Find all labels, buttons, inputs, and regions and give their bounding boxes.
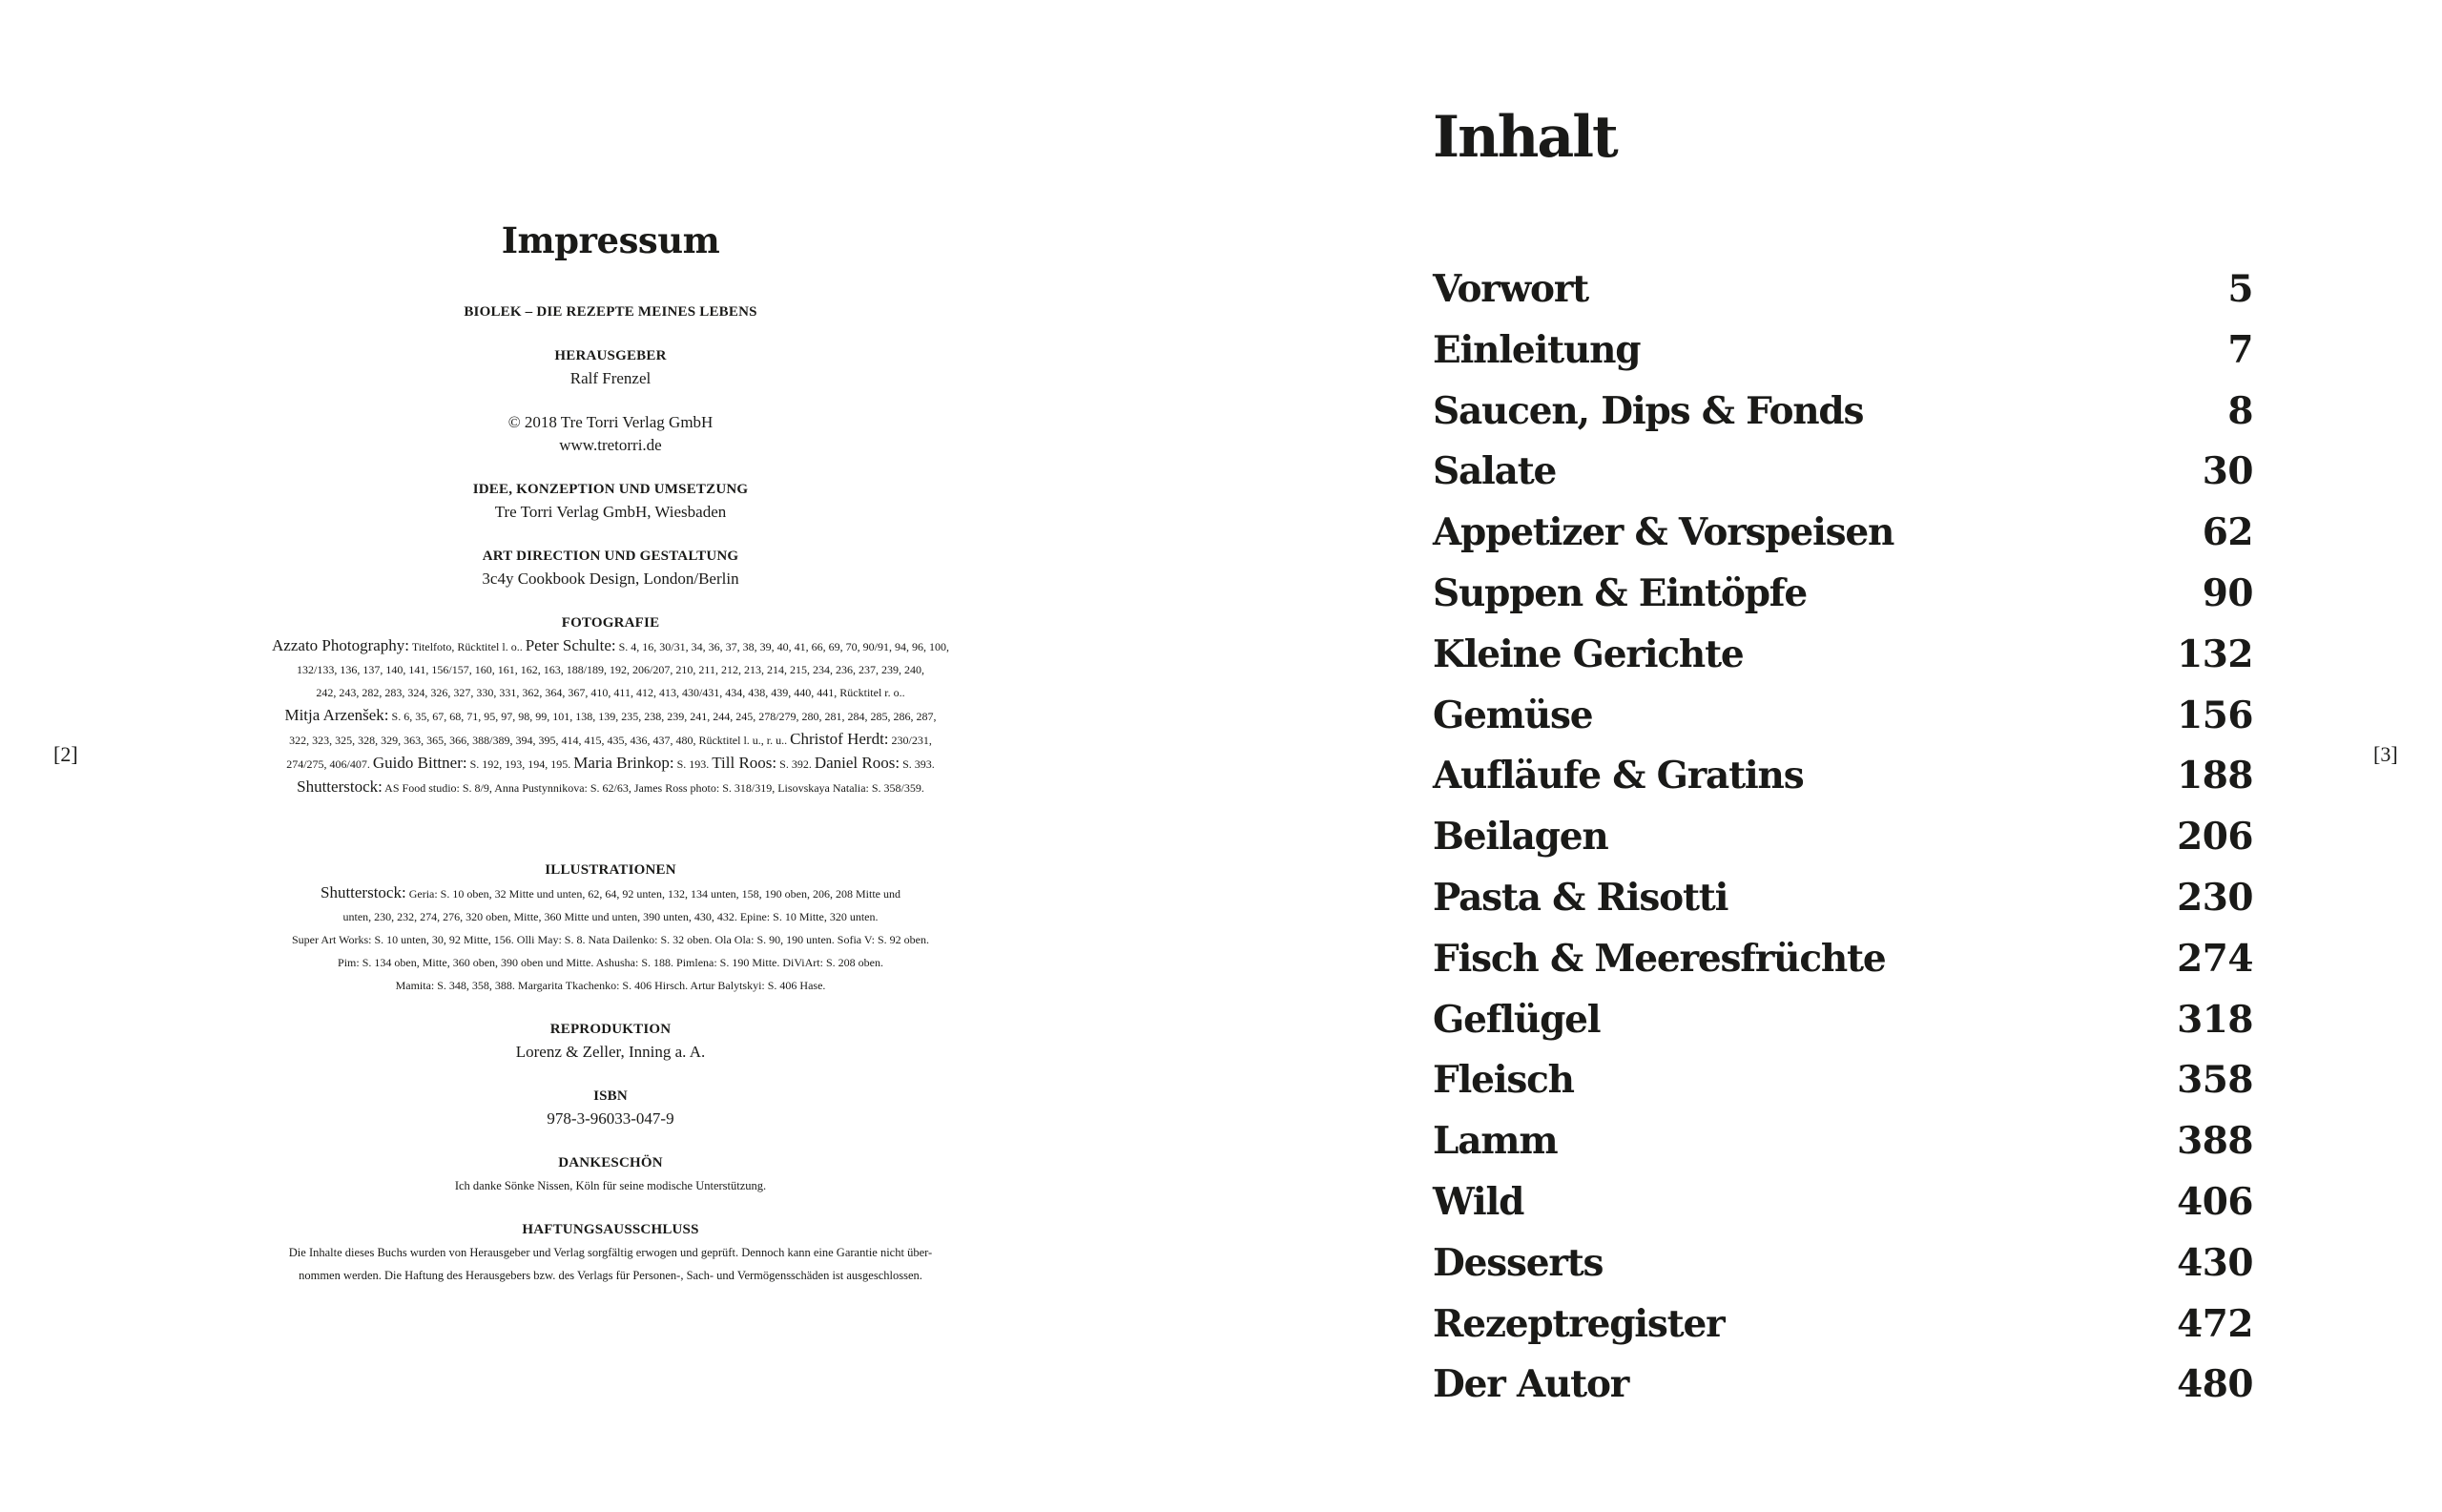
toc-entry-page: 318 xyxy=(2177,997,2253,1042)
credit-name: Shutterstock: xyxy=(297,777,383,796)
toc-entry xyxy=(1433,1355,2253,1416)
credit-text: Geria: S. 10 oben, 32 Mitte und unten, 62, 64, 92 unten, 132, 134 unten, 158, 190 oben, 206, 208 Mitte und xyxy=(405,886,900,901)
impressum-section xyxy=(219,344,1002,390)
toc-entry-page: 388 xyxy=(2177,1119,2253,1164)
fotografie-heading: FOTOGRAFIE xyxy=(561,614,660,631)
toc-entry-label: Der Autor xyxy=(1433,1362,1629,1407)
dankeschoen-heading: DANKESCHÖN xyxy=(558,1154,663,1170)
toc-entry-page: 156 xyxy=(2177,693,2253,737)
toc-entry-page: 274 xyxy=(2177,936,2253,981)
credit-text: 322, 323, 325, 328, 329, 363, 365, 366, 388/389, 394, 395, 414, 415, 435, 436, 437, 480, Rücktitel l. u., r. u.. xyxy=(289,733,791,747)
reproduktion-block xyxy=(219,1018,1002,1064)
section-line: Tre Torri Verlag GmbH, Wiesbaden xyxy=(494,502,727,521)
toc-entry xyxy=(1433,259,2253,321)
toc-entry-label: Salate xyxy=(1433,449,1557,494)
toc-entry-page: 7 xyxy=(2227,327,2253,372)
credit-line xyxy=(219,881,1002,905)
credit-name: Maria Brinkop: xyxy=(573,753,674,772)
isbn-heading: ISBN xyxy=(593,1087,628,1104)
toc-entry-label: Aufläufe & Gratins xyxy=(1433,754,1804,798)
credit-text: unten, 230, 232, 274, 276, 320 oben, Mitte, 360 Mitte und unten, 390 unten, 430, 432. Epine: S. 10 Mitte, 320 unten. xyxy=(342,909,879,923)
right-page-number: [3] xyxy=(2373,742,2398,766)
credit-text: Pim: S. 134 oben, Mitte, 360 oben, 390 oben und Mitte. Ashusha: S. 188. Pimlena: S. 190 Mitte. DiViArt: S. 208 oben. xyxy=(338,955,883,969)
toc-entry xyxy=(1433,1172,2253,1233)
impressum-section xyxy=(219,411,1002,457)
credit-text: S. 193. xyxy=(673,756,713,771)
credit-line xyxy=(219,928,1002,951)
credit-name: Daniel Roos: xyxy=(814,753,900,772)
toc-entry-page: 472 xyxy=(2177,1301,2253,1346)
section-line: 3c4y Cookbook Design, London/Berlin xyxy=(482,569,739,588)
left-page-number: [2] xyxy=(53,742,78,766)
credit-line xyxy=(219,728,1002,752)
credit-name: Till Roos: xyxy=(712,753,777,772)
toc-entry-page: 406 xyxy=(2177,1179,2253,1224)
toc-entry-page: 188 xyxy=(2177,754,2253,798)
toc-entry-label: Geflügel xyxy=(1433,997,1601,1042)
credit-text: Mamita: S. 348, 358, 388. Margarita Tkachenko: S. 406 Hirsch. Artur Balytskyi: S. 406 Hase. xyxy=(395,978,826,992)
toc-entry xyxy=(1433,868,2253,929)
impressum-page xyxy=(219,221,1002,1308)
credit-line xyxy=(219,681,1002,704)
toc-entry-label: Vorwort xyxy=(1433,267,1588,311)
toc-entry-label: Kleine Gerichte xyxy=(1433,632,1744,676)
toc-entry xyxy=(1433,503,2253,564)
haftung-line-1: Die Inhalte dieses Buchs wurden von Herausgeber und Verlag sorgfältig erwogen und geprüft. Dennoch kann eine Garantie nicht über- xyxy=(288,1245,933,1259)
credit-text: 132/133, 136, 137, 140, 141, 156/157, 160, 161, 162, 163, 188/189, 192, 206/207, 210, 211, 212, 213, 214, 215, 234, 236, 237, 239, 240, xyxy=(297,662,924,676)
toc-entry xyxy=(1433,625,2253,686)
credit-line xyxy=(219,658,1002,681)
toc-entry-label: Saucen, Dips & Fonds xyxy=(1433,388,1864,433)
toc-entry-page: 230 xyxy=(2177,875,2253,920)
credit-name: Christof Herdt: xyxy=(790,729,889,748)
reproduktion-heading: REPRODUKTION xyxy=(549,1021,672,1037)
isbn-block xyxy=(219,1085,1002,1130)
credit-line xyxy=(219,776,1002,799)
credit-text: Titelfoto, Rücktitel l. o.. xyxy=(409,639,526,653)
credit-text: 230/231, xyxy=(888,733,932,747)
inhalt-title: Inhalt xyxy=(1433,104,1617,171)
book-title: BIOLEK – DIE REZEPTE MEINES LEBENS xyxy=(464,303,757,320)
section-heading: ART DIRECTION UND GESTALTUNG xyxy=(482,548,739,564)
credit-line xyxy=(219,752,1002,776)
toc-entry-label: Appetizer & Vorspeisen xyxy=(1433,510,1894,555)
credit-line xyxy=(219,951,1002,974)
toc-entry xyxy=(1433,382,2253,443)
toc-entry-page: 132 xyxy=(2177,632,2253,676)
credit-text: S. 6, 35, 67, 68, 71, 95, 97, 98, 99, 101, 138, 139, 235, 238, 239, 241, 244, 245, 278/279, 280, 281, 284, 285, 286, 287, xyxy=(388,709,937,723)
toc-entry-label: Wild xyxy=(1433,1179,1524,1224)
illustrationen-block xyxy=(219,859,1002,997)
toc-entry-label: Fleisch xyxy=(1433,1058,1574,1103)
toc-entry xyxy=(1433,990,2253,1051)
section-line: www.tretorri.de xyxy=(559,435,662,454)
credit-name: Shutterstock: xyxy=(320,882,406,901)
toc-entry-page: 480 xyxy=(2177,1362,2253,1407)
toc-entry-page: 5 xyxy=(2227,267,2253,311)
toc-entry-page: 206 xyxy=(2177,815,2253,860)
section-heading: HERAUSGEBER xyxy=(554,347,667,363)
impressum-sections xyxy=(219,344,1002,590)
toc-entry-label: Lamm xyxy=(1433,1119,1558,1164)
credit-line xyxy=(219,634,1002,658)
credit-line xyxy=(219,974,1002,997)
credit-name: Peter Schulte: xyxy=(525,635,616,654)
table-of-contents xyxy=(1433,259,2253,1416)
credit-text: S. 192, 193, 194, 195. xyxy=(466,756,574,771)
haftung-line-2: nommen werden. Die Haftung des Herausgebers bzw. des Verlags für Personen-, Sach- und Vermögensschäden ist ausgeschlossen. xyxy=(299,1268,922,1282)
toc-entry xyxy=(1433,1295,2253,1356)
impressum-section xyxy=(219,545,1002,590)
toc-entry-page: 358 xyxy=(2177,1058,2253,1103)
toc-entry xyxy=(1433,746,2253,807)
toc-entry-label: Gemüse xyxy=(1433,693,1593,737)
toc-entry-page: 30 xyxy=(2202,449,2253,494)
toc-entry xyxy=(1433,686,2253,747)
fotografie-credits xyxy=(219,634,1002,799)
toc-entry xyxy=(1433,442,2253,503)
credit-text: Super Art Works: S. 10 unten, 30, 92 Mitte, 156. Olli May: S. 8. Nata Dailenko: S. 32 oben. Ola Ola: S. 90, 190 unten. Sofia V: S. 92 oben. xyxy=(292,932,929,946)
impressum-section xyxy=(219,478,1002,524)
credit-name: Azzato Photography: xyxy=(272,635,410,654)
toc-entry-page: 8 xyxy=(2227,388,2253,433)
dankeschoen-block xyxy=(219,1151,1002,1197)
impressum-title: Impressum xyxy=(501,219,720,261)
toc-entry xyxy=(1433,564,2253,625)
haftung-block xyxy=(219,1218,1002,1287)
toc-entry-page: 90 xyxy=(2202,570,2253,615)
toc-entry-page: 62 xyxy=(2202,510,2253,555)
toc-entry-page: 430 xyxy=(2177,1240,2253,1285)
illustrationen-credits xyxy=(219,881,1002,997)
toc-entry-label: Pasta & Risotti xyxy=(1433,875,1728,920)
section-line: Ralf Frenzel xyxy=(569,368,652,387)
credit-text: AS Food studio: S. 8/9, Anna Pustynnikova: S. 62/63, James Ross photo: S. 318/319, Lisovskaya Natalia: S. 358/359. xyxy=(382,780,924,795)
toc-entry-label: Suppen & Eintöpfe xyxy=(1433,570,1807,615)
credit-text: S. 392. xyxy=(776,756,815,771)
toc-entry-label: Einleitung xyxy=(1433,327,1641,372)
toc-entry xyxy=(1433,1111,2253,1172)
fotografie-block xyxy=(219,611,1002,799)
illustrationen-heading: ILLUSTRATIONEN xyxy=(545,861,676,878)
section-line: © 2018 Tre Torri Verlag GmbH xyxy=(507,412,714,431)
credit-name: Guido Bittner: xyxy=(372,753,467,772)
credit-line xyxy=(219,905,1002,928)
credit-text: 274/275, 406/407. xyxy=(286,756,373,771)
credit-text: S. 4, 16, 30/31, 34, 36, 37, 38, 39, 40, 41, 66, 69, 70, 90/91, 94, 96, 100, xyxy=(615,639,949,653)
credit-text: 242, 243, 282, 283, 324, 326, 327, 330, 331, 362, 364, 367, 410, 411, 412, 413, 430/431, 434, 438, 439, 440, 441, Rücktitel r. o.. xyxy=(316,685,905,699)
section-heading: IDEE, KONZEPTION UND UMSETZUNG xyxy=(472,481,749,497)
toc-entry-label: Fisch & Meeresfrüchte xyxy=(1433,936,1886,981)
reproduktion-text: Lorenz & Zeller, Inning a. A. xyxy=(515,1042,706,1061)
haftung-heading: HAFTUNGSAUSSCHLUSS xyxy=(522,1221,699,1237)
toc-entry xyxy=(1433,929,2253,990)
dankeschoen-text: Ich danke Sönke Nissen, Köln für seine modische Unterstützung. xyxy=(454,1178,767,1192)
toc-entry xyxy=(1433,1233,2253,1295)
toc-entry-label: Beilagen xyxy=(1433,815,1608,860)
book-title-block xyxy=(219,300,1002,323)
toc-entry-label: Desserts xyxy=(1433,1240,1604,1285)
toc-entry xyxy=(1433,1050,2253,1111)
isbn-text: 978-3-96033-047-9 xyxy=(547,1108,674,1128)
toc-entry-label: Rezeptregister xyxy=(1433,1301,1725,1346)
credit-text: S. 393. xyxy=(900,756,935,771)
credit-name: Mitja Arzenšek: xyxy=(284,705,389,724)
toc-entry xyxy=(1433,807,2253,868)
toc-entry xyxy=(1433,321,2253,382)
credit-line xyxy=(219,704,1002,728)
